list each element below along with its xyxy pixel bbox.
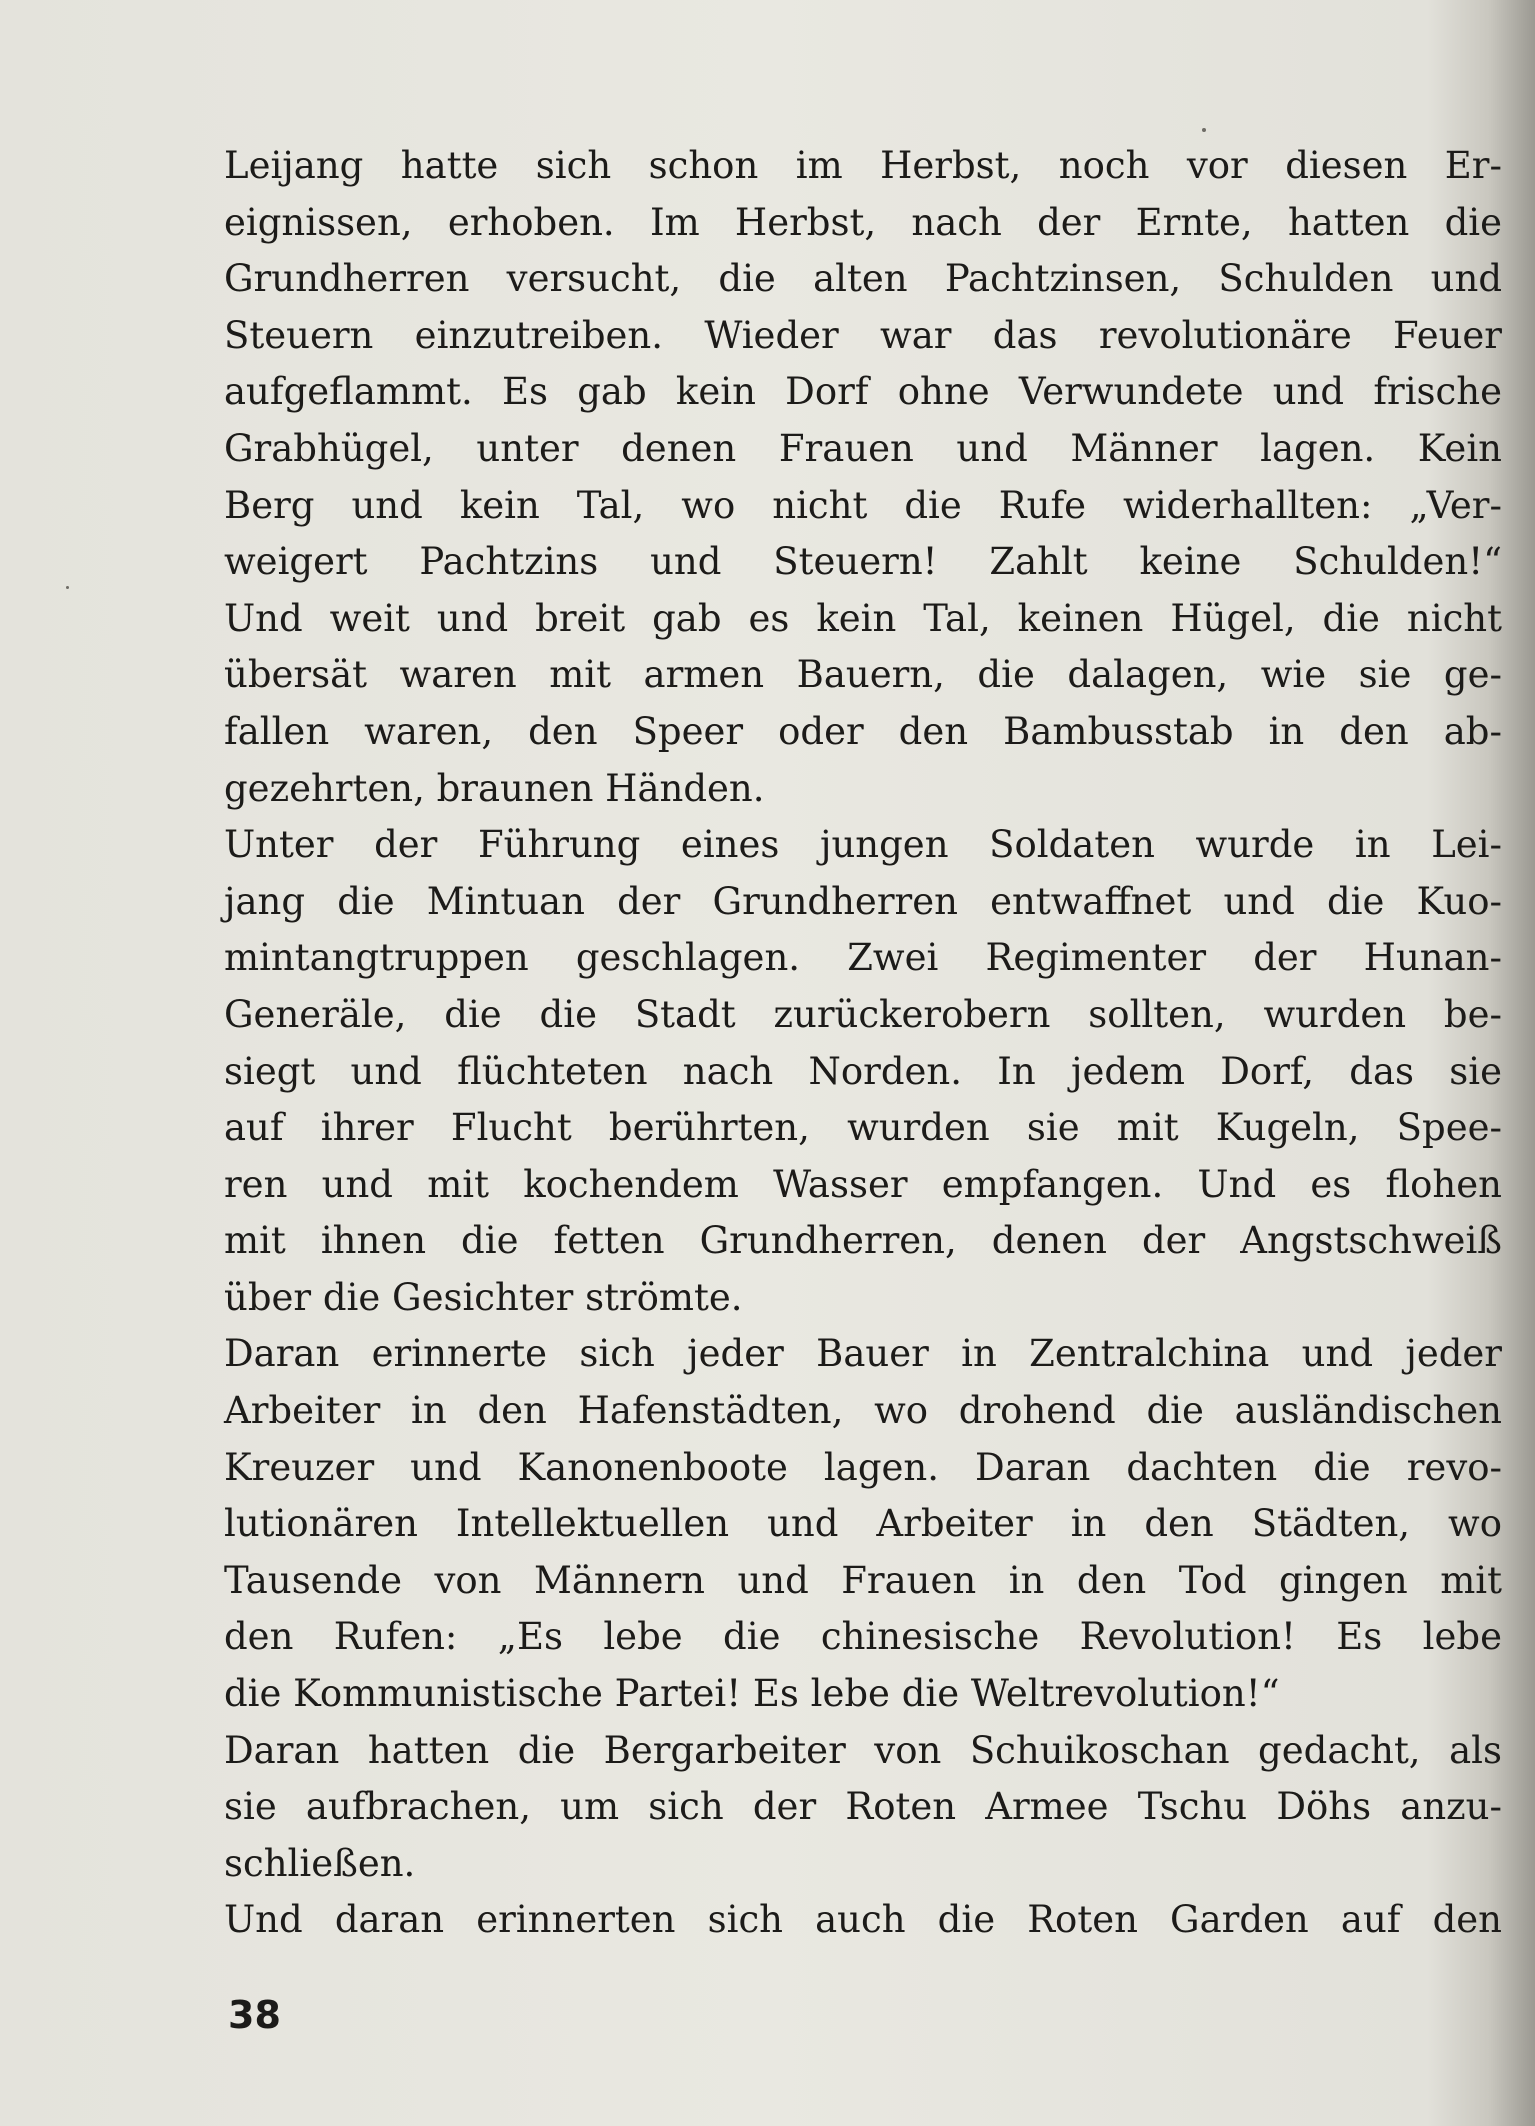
text-line: aufgeflammt. Es gab kein Dorf ohne Verwundete und frische [224,370,1502,414]
text-line: siegt und flüchteten nach Norden. In jedem Dorf, das sie [224,1049,1502,1093]
text-line: Arbeiter in den Hafenstädten, wo drohend die ausländischen [224,1389,1502,1433]
text-line: über die Gesichter strömte. [224,1275,743,1319]
paper-speck [1202,128,1206,132]
paragraph [224,817,1502,1326]
paper-speck [66,586,69,589]
text-line: die Kommunistische Partei! Es lebe die Weltrevolution!“ [224,1672,1280,1716]
paragraph [224,1326,1502,1722]
paragraph [224,1892,1502,1949]
text-line: übersät waren mit armen Bauern, die dalagen, wie sie ge- [224,653,1502,697]
text-line: sie aufbrachen, um sich der Roten Armee Tschu Döhs anzu- [224,1785,1502,1829]
text-line: Generäle, die die Stadt zurückerobern sollten, wurden be- [224,992,1502,1036]
text-line: eignissen, erhoben. Im Herbst, nach der Ernte, hatten die [224,200,1502,244]
text-line: Grabhügel, unter denen Frauen und Männer lagen. Kein [224,426,1502,470]
text-line: Grundherren versucht, die alten Pachtzinsen, Schulden und [224,257,1502,301]
text-line: Und daran erinnerten sich auch die Roten Garden auf den [224,1898,1502,1942]
paragraph [224,1723,1502,1893]
body-text [224,138,1502,1949]
text-line: ren und mit kochendem Wasser empfangen. Und es flohen [224,1162,1502,1206]
paragraph [224,138,1502,817]
text-line: Kreuzer und Kanonenboote lagen. Daran dachten die revo- [224,1445,1502,1489]
page-number: 38 [228,1993,281,2037]
text-line: den Rufen: „Es lebe die chinesische Revolution! Es lebe [224,1615,1502,1659]
text-line: Unter der Führung eines jungen Soldaten wurde in Lei- [224,823,1502,867]
text-line: Und weit und breit gab es kein Tal, keinen Hügel, die nicht [224,596,1502,640]
text-line: Tausende von Männern und Frauen in den Tod gingen mit [224,1558,1502,1602]
text-line: gezehrten, braunen Händen. [224,766,765,810]
text-line: Daran hatten die Bergarbeiter von Schuikoschan gedacht, als [224,1728,1502,1772]
text-line: auf ihrer Flucht berührten, wurden sie mit Kugeln, Spee- [224,1106,1502,1150]
text-line: lutionären Intellektuellen und Arbeiter in den Städten, wo [224,1502,1502,1546]
text-line: Steuern einzutreiben. Wieder war das revolutionäre Feuer [224,313,1502,357]
text-line: Berg und kein Tal, wo nicht die Rufe widerhallten: „Ver- [224,483,1502,527]
text-line: jang die Mintuan der Grundherren entwaffnet und die Kuo- [224,879,1502,923]
text-line: weigert Pachtzins und Steuern! Zahlt keine Schulden!“ [224,540,1502,584]
text-line: fallen waren, den Speer oder den Bambusstab in den ab- [224,709,1502,753]
text-line: schließen. [224,1841,416,1885]
text-line: mit ihnen die fetten Grundherren, denen der Angstschweiß [224,1219,1502,1263]
text-line: mintangtruppen geschlagen. Zwei Regimenter der Hunan- [224,936,1502,980]
text-line: Leijang hatte sich schon im Herbst, noch vor diesen Er- [224,144,1502,187]
text-line: Daran erinnerte sich jeder Bauer in Zentralchina und jeder [224,1332,1502,1376]
